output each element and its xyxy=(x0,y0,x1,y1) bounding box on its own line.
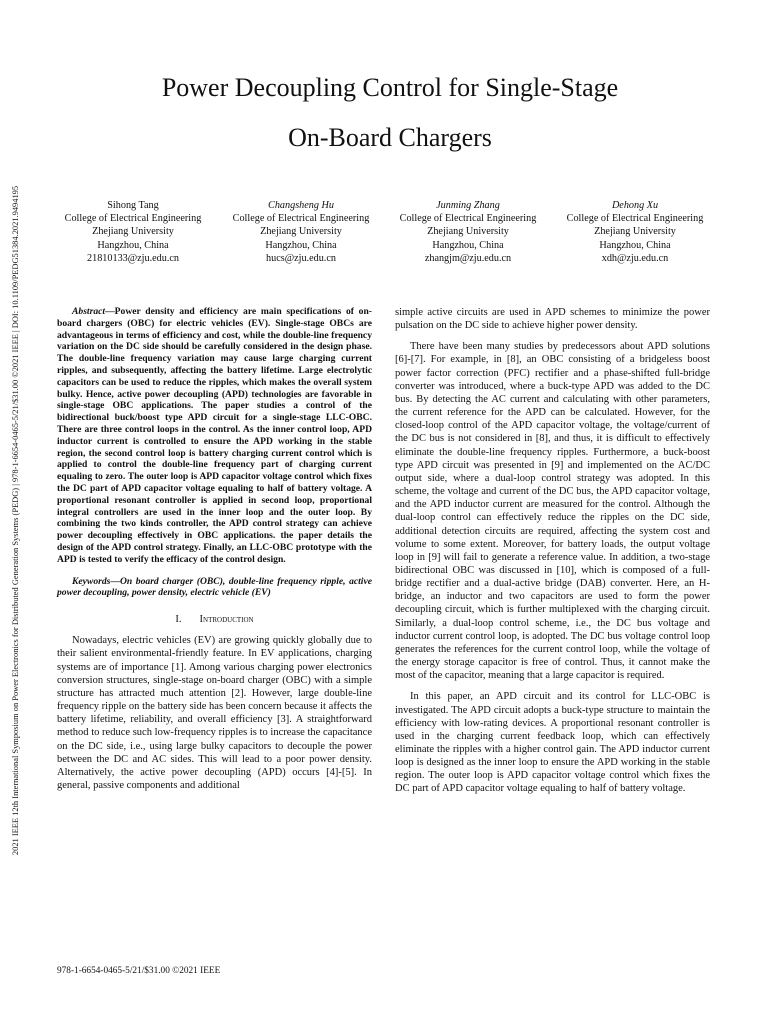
author-city: Hangzhou, China xyxy=(599,239,671,251)
author-dept: College of Electrical Engineering xyxy=(232,213,370,225)
author-email: xdh@zju.edu.cn xyxy=(601,252,669,264)
side-citation-note xyxy=(4,100,28,940)
keywords xyxy=(57,576,372,600)
author-block-1 xyxy=(48,199,218,265)
side-citation-text: 2021 IEEE 12th International Symposium on Power Electronics for Distributed Generation Systems (PEDG) | 978-1-6654-0465-5/21/$31.00 ©2021 IEEE | DOI: 10.1109/PEDG51384.2021.9494195 xyxy=(11,185,21,855)
intro-paragraph-3: In this paper, an APD circuit and its control for LLC-OBC is investigated. The APD circuit adopts a buck-type structure to maintain the efficiency with low-rating devices. A proportional resonant controller is used in the charging current feedback loop, which can effectively eliminate the ripples with a higher control gain. The APD inductor current loop is designed as the inner loop to ensure the APD working in the stable region. The outer loop is APD capacitor voltage control which fixes the DC part of APD capacitor voltage equaling to half of battery voltage. xyxy=(395,691,710,795)
intro-paragraph-2: There have been many studies by predecessors about APD solutions [6]-[7]. For example, in [8], an OBC consisting of a bridgeless boost power factor correction (PFC) rectifier and a phase-shifted full-bridge converter was introduced, where a buck-type APD was added to the DC bus. By detecting the AC current and calculating with other parameters, the current reference for the APD can be calculated. However, for the closed-loop control of the APD capacitor voltage, the voltage/current of the DC bus is not considered in [8], and thus, it is difficult to effectively eliminate the double-line frequency ripples. Furthermore, a buck-boost type APD circuit was presented in [9] and implemented on the AC/DC output side, where a dual-loop control strategy was adopted. In this scheme, the voltage and current of the DC bus, the APD capacitor voltage, and the APD inductor current are measured for the control. Although the dual-loop control can effectively reduce the ripples on the DC side, additional detection circuits are required, affecting the system cost and volume to some extent. Moreover, for battery loads, the output voltage loop in [9] will fail to generate a reference value. In addition, a two-stage bidirectional OBC was discussed in [10], which is composed of a full-bridge rectifier and a dual-active bridge (DAB) converter. Here, an H- bridge, an inductor and two capacitors are used to form the power decoupling circuit, which is further multiplexed with the charging circuit. Similarly, a dual-loop control scheme, i.e., the DC bus voltage and inductor current control loop, is adopted. The DC bus voltage control loop generates the references for the current control loop, while the voltage of the energy storage capacitor is free of control. Thus, it cannot make the most of the capacitor, meaning that a large capacitor is required. xyxy=(395,341,710,682)
author-dept: College of Electrical Engineering xyxy=(566,213,704,225)
author-city: Hangzhou, China xyxy=(265,239,337,251)
section-number: I. xyxy=(175,614,182,626)
intro-paragraph-1: Nowadays, electric vehicles (EV) are growing quickly globally due to their salient environmental-friendly feature. In EV applications, charging systems are of importance [1]. Among various charging power electronics conversion structures, single-stage on-board charger (OBC) with a simple structure has attracted much attention [2]. However, large double-line frequency ripple on the battery side has been concern because it affects the battery lifetime, reliability, and overall efficiency [3]. A straightforward method to reduce such low-frequency ripples is to increase the capacitance on the DC side, i.e., using large bulky capacitors to decouple the power between the DC and AC sides. This will lead to a poor power density. Alternatively, the active power decoupling (APD) occurs [4]-[5]. In general, passive components and additional xyxy=(57,635,372,791)
author-univ: Zhejiang University xyxy=(427,226,509,238)
section-title: Introduction xyxy=(199,614,254,626)
paper-title-line-1: Power Decoupling Control for Single-Stage xyxy=(161,73,619,102)
author-univ: Zhejiang University xyxy=(594,226,676,238)
author-name: Sihong Tang xyxy=(107,200,159,211)
author-dept: College of Electrical Engineering xyxy=(64,213,202,225)
author-city: Hangzhou, China xyxy=(97,239,169,251)
author-name: Changsheng Hu xyxy=(268,200,334,211)
keywords-label: Keywords xyxy=(72,575,111,587)
author-name: Dehong Xu xyxy=(611,200,659,211)
section-heading-introduction xyxy=(57,613,372,626)
author-email: hucs@zju.edu.cn xyxy=(266,252,336,264)
author-city: Hangzhou, China xyxy=(432,239,504,251)
left-column xyxy=(57,306,372,792)
page-footer-copyright: 978-1-6654-0465-5/21/$31.00 ©2021 IEEE xyxy=(57,966,221,976)
author-univ: Zhejiang University xyxy=(92,226,174,238)
intro-paragraph-continued: simple active circuits are used in APD schemes to minimize the power pulsation on the DC side to achieve higher power density. xyxy=(395,307,710,332)
author-block-2 xyxy=(216,199,386,265)
abstract-text: —Power density and efficiency are main specifications of on-board chargers (OBC) for electric vehicles (EV). Single-stage OBCs are advantageous in terms of efficiency and cost, while the double-line frequency variation on the DC side should be carefully considered in the design phase. The double-line frequency variation may cause large charging current ripples, and subsequently, affecting the battery lifetime. Large electrolytic capacitors can be used to reduce the ripples, which makes the overall system bulky. Hence, active power decoupling (APD) technologies are favorable in single-stage OBC applications. The paper studies a control of the bidirectional buck/boost type APD circuit for a single-stage LLC-OBC. There are three control loops in the control. As the inner control loop, APD inductor current is controlled to ensure the APD working in the stable region, the second control loop is battery charging current control which is applied to control the double-line frequency part of charging current equaling to zero. The outer loop is APD capacitor voltage control which fixes the DC part of APD capacitor voltage equaling to half of battery voltage. A proportional resonant controller is applied in second loop, proportional integral controllers are used in the inner loop and the outer loop. By combining the two kinds controller, the APD control strategy can achieve power decoupling effectively in OBC applications. the paper details the design of the APD control strategy. Finally, an LLC-OBC prototype with the APD is tested to verify the efficacy of the control design. xyxy=(57,306,372,565)
keywords-text: —On board charger (OBC), double-line frequency ripple, active power decoupling, power density, electric vehicle (EV) xyxy=(57,575,372,599)
author-block-3 xyxy=(383,199,553,265)
paper-title-line-2: On-Board Chargers xyxy=(288,123,492,152)
author-dept: College of Electrical Engineering xyxy=(399,213,537,225)
right-column xyxy=(395,306,710,796)
author-block-4 xyxy=(550,199,720,265)
author-name: Junming Zhang xyxy=(436,200,500,211)
abstract xyxy=(57,306,372,566)
author-email: zhangjm@zju.edu.cn xyxy=(424,252,512,264)
author-email: 21810133@zju.edu.cn xyxy=(87,252,179,264)
author-univ: Zhejiang University xyxy=(260,226,342,238)
abstract-label: Abstract xyxy=(72,306,106,317)
